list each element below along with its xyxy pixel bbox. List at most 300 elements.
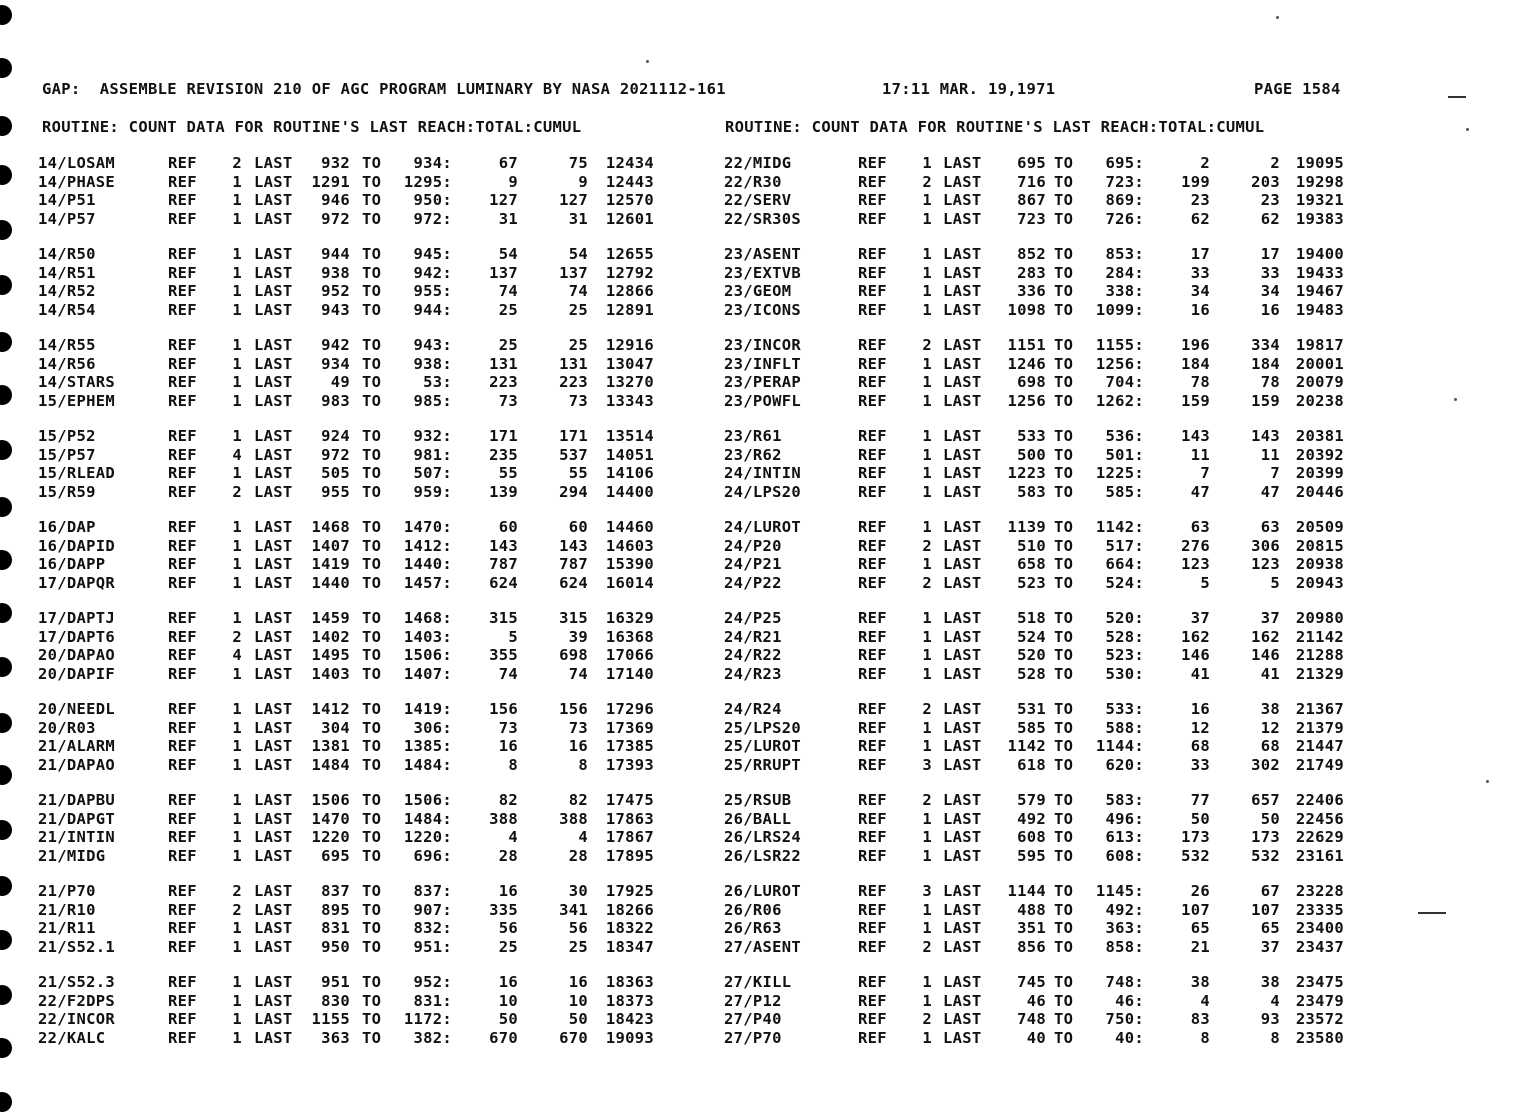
ref-label: REF	[168, 445, 197, 464]
routine-name: 27/KILL	[724, 973, 792, 991]
count: 1	[232, 172, 242, 191]
last-label: LAST	[254, 991, 293, 1010]
ref-label: REF	[858, 973, 887, 991]
ref-label: REF	[858, 937, 887, 956]
routine-name: 26/R63	[724, 919, 782, 937]
reach-from: 1220	[311, 828, 350, 846]
last-reach: 33	[1190, 263, 1210, 282]
routine-name: 22/SERV	[724, 191, 792, 209]
reach-to: 726:	[1105, 209, 1144, 228]
to-label: TO	[362, 973, 382, 991]
reach-from: 528	[1017, 664, 1046, 683]
routine-name: 23/EXTVB	[724, 263, 802, 282]
last-label: LAST	[254, 536, 293, 555]
count: 1	[232, 1010, 242, 1028]
last-label: LAST	[254, 1010, 293, 1028]
last-reach: 65	[1190, 919, 1210, 937]
reach-to: 853:	[1105, 245, 1144, 263]
routine-name: 27/P12	[724, 991, 782, 1010]
cumul: 18373	[605, 991, 654, 1010]
reach-to: 528:	[1105, 627, 1144, 646]
total: 50	[1260, 809, 1280, 828]
last-reach: 199	[1181, 172, 1210, 191]
reach-to: 53:	[423, 373, 452, 391]
last-label: LAST	[254, 664, 293, 683]
to-label: TO	[362, 737, 382, 755]
reach-from: 618	[1017, 755, 1046, 774]
last-label: LAST	[254, 1028, 293, 1047]
to-label: TO	[362, 573, 382, 592]
reach-from: 1506	[311, 791, 350, 809]
ref-label: REF	[168, 282, 197, 300]
reach-to: 951:	[413, 937, 452, 956]
to-label: TO	[362, 263, 382, 282]
last-label: LAST	[254, 737, 293, 755]
reach-to: 496:	[1105, 809, 1144, 828]
punch-hole	[0, 876, 12, 896]
count: 1	[232, 464, 242, 482]
count: 1	[232, 209, 242, 228]
last-label: LAST	[943, 791, 982, 809]
to-label: TO	[1054, 518, 1074, 536]
reach-from: 867	[1017, 191, 1046, 209]
ref-label: REF	[858, 245, 887, 263]
cumul: 17863	[605, 809, 654, 828]
total: 23	[1260, 191, 1280, 209]
routine-name: 15/R59	[38, 482, 96, 501]
ref-label: REF	[168, 700, 197, 718]
last-label: LAST	[943, 282, 982, 300]
count: 2	[232, 900, 242, 919]
punch-hole	[0, 385, 12, 405]
cumul: 17296	[605, 700, 654, 718]
last-label: LAST	[254, 573, 293, 592]
to-label: TO	[1054, 828, 1074, 846]
to-label: TO	[1054, 555, 1074, 573]
scan-speck	[1486, 780, 1489, 783]
count: 2	[232, 882, 242, 900]
routine-name: 15/RLEAD	[38, 464, 116, 482]
count: 1	[232, 427, 242, 445]
last-label: LAST	[943, 263, 982, 282]
last-reach: 532	[1181, 846, 1210, 865]
to-label: TO	[362, 172, 382, 191]
reach-from: 716	[1017, 172, 1046, 191]
reach-from: 950	[321, 937, 350, 956]
last-reach: 16	[498, 882, 518, 900]
reach-from: 934	[321, 354, 350, 373]
last-label: LAST	[943, 646, 982, 664]
routine-name: 23/POWFL	[724, 391, 802, 410]
last-label: LAST	[254, 391, 293, 410]
total: 60	[568, 518, 588, 536]
count: 1	[232, 809, 242, 828]
last-label: LAST	[943, 1028, 982, 1047]
total: 127	[559, 191, 588, 209]
reach-to: 382:	[413, 1028, 452, 1047]
reach-from: 524	[1017, 627, 1046, 646]
reach-to: 858:	[1105, 937, 1144, 956]
count: 4	[232, 646, 242, 664]
reach-to: 530:	[1105, 664, 1144, 683]
cumul: 19483	[1295, 300, 1344, 319]
total: 294	[559, 482, 588, 501]
count: 1	[922, 900, 932, 919]
ref-label: REF	[168, 900, 197, 919]
reach-from: 283	[1017, 263, 1046, 282]
ref-label: REF	[858, 882, 887, 900]
ref-label: REF	[858, 1028, 887, 1047]
total: 11	[1260, 445, 1280, 464]
last-reach: 50	[498, 1010, 518, 1028]
reach-from: 1495	[311, 646, 350, 664]
cumul: 19400	[1295, 245, 1344, 263]
routine-name: 21/DAPGT	[38, 809, 116, 828]
count: 1	[922, 991, 932, 1010]
count: 1	[232, 609, 242, 627]
last-label: LAST	[254, 937, 293, 956]
scan-speck	[1466, 128, 1469, 131]
reach-from: 932	[321, 154, 350, 172]
last-reach: 143	[489, 536, 518, 555]
last-reach: 31	[498, 209, 518, 228]
routine-name: 26/LUROT	[724, 882, 802, 900]
cumul: 21142	[1295, 627, 1344, 646]
last-label: LAST	[254, 172, 293, 191]
routine-name: 17/DAPTJ	[38, 609, 116, 627]
total: 82	[568, 791, 588, 809]
to-label: TO	[362, 354, 382, 373]
total: 173	[1251, 828, 1280, 846]
reach-from: 351	[1017, 919, 1046, 937]
cumul: 17895	[605, 846, 654, 865]
total: 143	[1251, 427, 1280, 445]
routine-name: 15/EPHEM	[38, 391, 116, 410]
reach-from: 852	[1017, 245, 1046, 263]
reach-to: 950:	[413, 191, 452, 209]
cumul: 17140	[605, 664, 654, 683]
ref-label: REF	[858, 172, 887, 191]
count: 1	[232, 937, 242, 956]
reach-to: 696:	[413, 846, 452, 865]
last-reach: 23	[1190, 191, 1210, 209]
ref-label: REF	[858, 846, 887, 865]
total: 73	[568, 718, 588, 737]
total: 537	[559, 445, 588, 464]
count: 1	[922, 482, 932, 501]
count: 1	[922, 646, 932, 664]
count: 1	[922, 627, 932, 646]
reach-to: 695:	[1105, 154, 1144, 172]
cumul: 16368	[605, 627, 654, 646]
ref-label: REF	[168, 209, 197, 228]
reach-from: 1470	[311, 809, 350, 828]
right-column-header: ROUTINE: COUNT DATA FOR ROUTINE'S LAST REACH:TOTAL:CUMUL	[725, 118, 1265, 136]
count: 2	[922, 1010, 932, 1028]
reach-to: 1412:	[403, 536, 452, 555]
total: 123	[1251, 555, 1280, 573]
routine-name: 16/DAPID	[38, 536, 116, 555]
reach-to: 1220:	[403, 828, 452, 846]
total: 37	[1260, 609, 1280, 627]
to-label: TO	[362, 373, 382, 391]
reach-from: 1246	[1007, 354, 1046, 373]
to-label: TO	[362, 991, 382, 1010]
count: 3	[922, 882, 932, 900]
cumul: 12601	[605, 209, 654, 228]
ref-label: REF	[168, 718, 197, 737]
routine-name: 24/R21	[724, 627, 782, 646]
last-reach: 2	[1200, 154, 1210, 172]
last-label: LAST	[943, 828, 982, 846]
reach-from: 830	[321, 991, 350, 1010]
routine-name: 16/DAPP	[38, 555, 106, 573]
reach-to: 40:	[1115, 1028, 1144, 1047]
to-label: TO	[1054, 882, 1074, 900]
to-label: TO	[1054, 300, 1074, 319]
last-reach: 83	[1190, 1010, 1210, 1028]
last-label: LAST	[943, 973, 982, 991]
last-label: LAST	[943, 737, 982, 755]
count: 1	[232, 263, 242, 282]
count: 1	[232, 391, 242, 410]
reach-to: 1385:	[403, 737, 452, 755]
last-label: LAST	[254, 373, 293, 391]
cumul: 19433	[1295, 263, 1344, 282]
ref-label: REF	[168, 518, 197, 536]
reach-to: 869:	[1105, 191, 1144, 209]
last-reach: 184	[1181, 354, 1210, 373]
reach-from: 49	[330, 373, 350, 391]
routine-name: 21/P70	[38, 882, 96, 900]
routine-name: 23/GEOM	[724, 282, 792, 300]
total: 16	[568, 973, 588, 991]
total: 143	[559, 536, 588, 555]
total: 37	[1260, 937, 1280, 956]
routine-name: 23/R61	[724, 427, 782, 445]
last-label: LAST	[943, 482, 982, 501]
reach-to: 959:	[413, 482, 452, 501]
to-label: TO	[362, 154, 382, 172]
last-label: LAST	[943, 172, 982, 191]
cumul: 19817	[1295, 336, 1344, 354]
count: 1	[232, 191, 242, 209]
count: 2	[922, 336, 932, 354]
ref-label: REF	[858, 919, 887, 937]
routine-name: 14/R51	[38, 263, 96, 282]
last-label: LAST	[943, 846, 982, 865]
total: 8	[578, 755, 588, 774]
ref-label: REF	[168, 354, 197, 373]
last-label: LAST	[943, 154, 982, 172]
total: 107	[1251, 900, 1280, 919]
reach-to: 1295:	[403, 172, 452, 191]
last-reach: 276	[1181, 536, 1210, 555]
to-label: TO	[1054, 282, 1074, 300]
to-label: TO	[362, 427, 382, 445]
routine-name: 24/LPS20	[724, 482, 802, 501]
ref-label: REF	[858, 991, 887, 1010]
last-reach: 25	[498, 300, 518, 319]
to-label: TO	[1054, 336, 1074, 354]
punch-hole	[0, 985, 12, 1005]
ref-label: REF	[168, 300, 197, 319]
to-label: TO	[1054, 172, 1074, 191]
punch-hole	[0, 440, 12, 460]
cumul: 23479	[1295, 991, 1344, 1010]
reach-from: 831	[321, 919, 350, 937]
reach-from: 972	[321, 445, 350, 464]
routine-name: 22/MIDG	[724, 154, 792, 172]
ref-label: REF	[168, 154, 197, 172]
cumul: 19383	[1295, 209, 1344, 228]
count: 2	[232, 154, 242, 172]
ref-label: REF	[858, 755, 887, 774]
ref-label: REF	[168, 336, 197, 354]
reach-to: 1407:	[403, 664, 452, 683]
total: 388	[559, 809, 588, 828]
scan-mark	[1418, 912, 1446, 914]
routine-name: 24/P21	[724, 555, 782, 573]
cumul: 23475	[1295, 973, 1344, 991]
count: 1	[922, 445, 932, 464]
routine-name: 26/LSR22	[724, 846, 802, 865]
routine-name: 14/P51	[38, 191, 96, 209]
to-label: TO	[362, 282, 382, 300]
total: 9	[578, 172, 588, 191]
reach-to: 1155:	[1095, 336, 1144, 354]
to-label: TO	[1054, 755, 1074, 774]
total: 10	[568, 991, 588, 1010]
last-label: LAST	[254, 336, 293, 354]
cumul: 12916	[605, 336, 654, 354]
total: 28	[568, 846, 588, 865]
cumul: 20381	[1295, 427, 1344, 445]
count: 1	[232, 245, 242, 263]
to-label: TO	[1054, 263, 1074, 282]
to-label: TO	[1054, 373, 1074, 391]
punch-hole	[0, 713, 12, 733]
reach-to: 837:	[413, 882, 452, 900]
reach-from: 895	[321, 900, 350, 919]
last-label: LAST	[943, 664, 982, 683]
last-reach: 41	[1190, 664, 1210, 683]
reach-from: 518	[1017, 609, 1046, 627]
last-reach: 143	[1181, 427, 1210, 445]
routine-name: 21/MIDG	[38, 846, 106, 865]
reach-to: 723:	[1105, 172, 1144, 191]
last-label: LAST	[943, 718, 982, 737]
count: 1	[232, 373, 242, 391]
last-reach: 5	[1200, 573, 1210, 592]
routine-name: 24/R23	[724, 664, 782, 683]
to-label: TO	[362, 300, 382, 319]
last-label: LAST	[254, 300, 293, 319]
last-label: LAST	[943, 882, 982, 900]
total: 39	[568, 627, 588, 646]
routine-name: 14/P57	[38, 209, 96, 228]
scan-speck	[1454, 398, 1457, 401]
to-label: TO	[362, 1010, 382, 1028]
routine-name: 25/RRUPT	[724, 755, 802, 774]
last-reach: 137	[489, 263, 518, 282]
count: 1	[922, 828, 932, 846]
ref-label: REF	[858, 373, 887, 391]
reach-from: 505	[321, 464, 350, 482]
cumul: 18322	[605, 919, 654, 937]
last-reach: 73	[498, 391, 518, 410]
reach-to: 748:	[1105, 973, 1144, 991]
punch-hole	[0, 332, 12, 352]
last-reach: 9	[508, 172, 518, 191]
count: 1	[232, 700, 242, 718]
reach-from: 723	[1017, 209, 1046, 228]
total: 25	[568, 937, 588, 956]
reach-to: 1484:	[403, 809, 452, 828]
reach-from: 579	[1017, 791, 1046, 809]
to-label: TO	[1054, 427, 1074, 445]
last-reach: 355	[489, 646, 518, 664]
last-reach: 26	[1190, 882, 1210, 900]
ref-label: REF	[168, 828, 197, 846]
total: 8	[1270, 1028, 1280, 1047]
count: 1	[922, 263, 932, 282]
count: 1	[922, 1028, 932, 1047]
last-reach: 16	[498, 973, 518, 991]
reach-from: 488	[1017, 900, 1046, 919]
count: 1	[232, 300, 242, 319]
to-label: TO	[362, 828, 382, 846]
reach-from: 1144	[1007, 882, 1046, 900]
to-label: TO	[1054, 573, 1074, 592]
last-reach: 196	[1181, 336, 1210, 354]
cumul: 20399	[1295, 464, 1344, 482]
ref-label: REF	[168, 464, 197, 482]
cumul: 13047	[605, 354, 654, 373]
total: 7	[1270, 464, 1280, 482]
routine-name: 17/DAPQR	[38, 573, 116, 592]
total: 62	[1260, 209, 1280, 228]
count: 1	[922, 555, 932, 573]
to-label: TO	[1054, 1028, 1074, 1047]
count: 1	[232, 664, 242, 683]
to-label: TO	[362, 791, 382, 809]
total: 73	[568, 391, 588, 410]
reach-to: 520:	[1105, 609, 1144, 627]
total: 78	[1260, 373, 1280, 391]
reach-from: 363	[321, 1028, 350, 1047]
reach-to: 942:	[413, 263, 452, 282]
last-label: LAST	[254, 900, 293, 919]
last-reach: 12	[1190, 718, 1210, 737]
punch-hole	[0, 1092, 12, 1112]
routine-name: 21/DAPBU	[38, 791, 116, 809]
reach-to: 524:	[1105, 573, 1144, 592]
count: 1	[922, 391, 932, 410]
cumul: 23437	[1295, 937, 1344, 956]
ref-label: REF	[858, 482, 887, 501]
last-label: LAST	[943, 373, 982, 391]
last-label: LAST	[943, 336, 982, 354]
to-label: TO	[1054, 1010, 1074, 1028]
reach-to: 938:	[413, 354, 452, 373]
ref-label: REF	[858, 791, 887, 809]
reach-from: 1402	[311, 627, 350, 646]
punch-hole	[0, 275, 12, 295]
total: 74	[568, 664, 588, 683]
routine-name: 15/P52	[38, 427, 96, 445]
count: 1	[922, 209, 932, 228]
